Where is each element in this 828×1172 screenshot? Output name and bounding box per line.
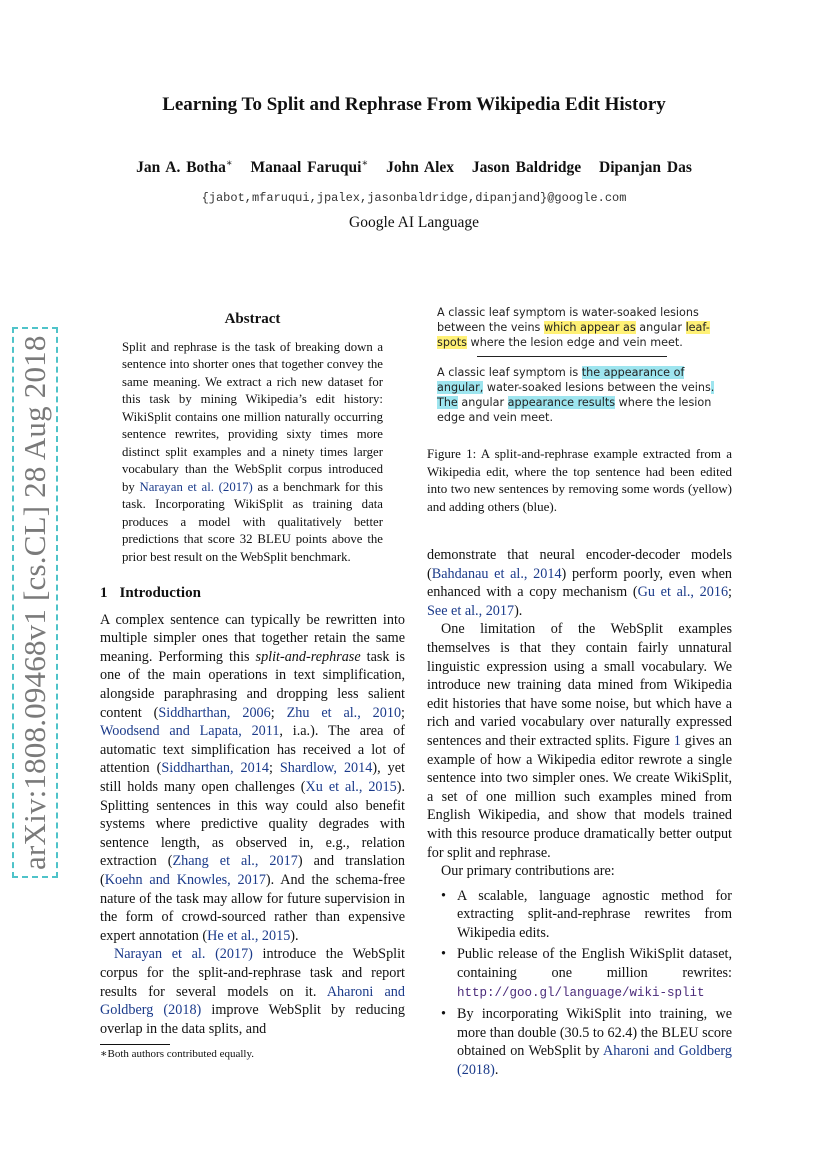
intro-paragraph-2: Narayan et al. (2017) introduce the WebSplit corpus for the split-and-rephrase task and report results for several models on it. Aharoni and Goldberg (2018) improve WebSplit by reducing overlap in the data splits, and	[100, 946, 405, 1037]
author-list	[0, 158, 828, 177]
footnote: ∗Both authors contributed equally.	[100, 1048, 255, 1061]
author-name: Dipanjan Das	[599, 159, 692, 177]
contributions-list	[427, 887, 732, 1080]
citation-link[interactable]: Aharoni and Goldberg (2018)	[100, 983, 405, 1019]
author-name: Jan A. Botha∗	[136, 158, 233, 177]
citation-link[interactable]: Narayan et al. (2017)	[114, 946, 253, 963]
citation-link[interactable]: Zhang et al., 2017	[172, 853, 298, 870]
removed-words-highlight: which appear as	[543, 321, 636, 334]
added-words-highlight: appearance results	[507, 396, 616, 409]
removed-words-highlight: leaf-spots	[437, 321, 710, 349]
figure-divider	[477, 356, 667, 357]
section-heading-introduction: 1 Introduction	[100, 585, 201, 602]
author-name: Jason Baldridge	[471, 159, 582, 177]
citation-link[interactable]: Siddharthan, 2014	[161, 760, 269, 777]
footnote-divider	[100, 1044, 170, 1045]
body-paragraph: One limitation of the WebSplit examples themselves is that they contain fairly unnatural linguistic expression using a small vocabulary. We introduce new training data mined from Wikipedia edit histories that have some noise, but which have a rich and varied vocabulary over naturally expressed sentences and their extracted splits. Figure 1 gives an example of how a Wikipedia editor rewrote a single sentence into two simpler ones. We create WikiSplit, a set of one million such examples mined from English Wikipedia, and show that models trained with this resource produce dramatically better output for split and rephrase.	[427, 621, 732, 861]
arxiv-side-label: arXiv:1808.09468v1 [cs.CL] 28 Aug 2018	[12, 327, 58, 878]
added-words-highlight: . The	[437, 381, 715, 409]
figure-reference-link[interactable]: 1	[673, 732, 681, 749]
author-name: John Alex	[386, 159, 455, 177]
citation-link[interactable]: Siddharthan, 2006	[158, 704, 271, 721]
intro-paragraph-1: A complex sentence can typically be rewritten into multiple simpler ones that together retain the same meaning. Performing this split-and-rephrase task is one of the main operations in text simplification, alongside paraphrasing and dropping less salient content (Siddharthan, 2006; Zhu et al., 2010; Woodsend and Lapata, 2011, i.a.). The area of automatic text simplification has received a lot of attention (Siddharthan, 2014; Shardlow, 2014), yet still holds many open challenges (Xu et al., 2015). Splitting sentences in this way could also benefit systems where predictive quality degrades with sentence length, as observed in, e.g., relation extraction (Zhang et al., 2017) and translation (Koehn and Knowles, 2017). And the schema-free nature of the task may allow for future supervision in the form of crowd-sourced rather than expensive expert annotation (He et al., 2015).	[100, 611, 406, 944]
citation-link[interactable]: Zhu et al., 2010	[286, 704, 402, 721]
paper-title: Learning To Split and Rephrase From Wikipedia Edit History	[162, 94, 666, 115]
added-words-highlight: the appearance of angular,	[437, 366, 685, 394]
right-body	[427, 546, 732, 1080]
figure-original-sentence: A classic leaf symptom is water-soaked lesions between the veins which appear as angular leaf-spots where the lesion edge and vein meet.	[437, 306, 710, 349]
left-column	[100, 310, 405, 1061]
list-item: • Public release of the English WikiSplit dataset, containing one million rewrites: http://goo.gl/language/wiki-split	[457, 945, 732, 1002]
figure-caption: Figure 1: A split-and-rephrase example extracted from a Wikipedia edit, where the top sentence had been edited into two new sentences by removing some words (yellow) and adding others (blue).	[427, 446, 732, 514]
list-item: • By incorporating WikiSplit into training, we more than double (30.5 to 62.4) the BLEU score obtained on WebSplit by Aharoni and Goldberg (2018).	[457, 1005, 732, 1079]
citation-link[interactable]: Gu et al., 2016	[637, 584, 729, 601]
citation-link[interactable]: Xu et al., 2015	[305, 779, 397, 796]
right-column	[427, 305, 732, 1083]
citation-link[interactable]: Aharoni and Goldberg (2018)	[457, 1043, 732, 1079]
citation-link[interactable]: He et al., 2015	[207, 927, 291, 944]
body-paragraph: demonstrate that neural encoder-decoder models (Bahdanau et al., 2014) perform poorly, even when enhanced with a copy mechanism (Gu et al., 2016; See et al., 2017).	[427, 547, 732, 619]
citation-link[interactable]: Woodsend and Lapata, 2011	[100, 723, 280, 740]
citation-link[interactable]: Shardlow, 2014	[279, 760, 373, 777]
list-item: • A scalable, language agnostic method for extracting split-and-rephrase rewrites from Wikipedia edits.	[457, 887, 732, 943]
figure-rewritten-sentence: A classic leaf symptom is the appearance of angular, water-soaked lesions between the veins. The angular appearance results where the lesion edge and vein meet.	[437, 366, 715, 424]
author-emails: {jabot,mfaruqui,jpalex,jasonbaldridge,dipanjand}@google.com	[201, 191, 627, 205]
abstract-heading: Abstract	[224, 311, 281, 327]
citation-link[interactable]: See et al., 2017	[427, 602, 515, 619]
figure-1	[437, 305, 722, 425]
citation-link[interactable]: Koehn and Knowles, 2017	[104, 872, 266, 888]
dataset-url-link[interactable]: http://goo.gl/language/wiki-split	[457, 985, 705, 1000]
abstract-text: Split and rephrase is the task of breaking down a sentence into shorter ones that together convey the same meaning. We extract a rich new dataset for this task by mining Wikipedia’s edit history: WikiSplit contains one million naturally occurring sentence rewrites, providing sixty times more distinct split examples and a ninety times larger vocabulary than the WebSplit corpus introduced by Narayan et al. (2017) as a benchmark for this task. Incorporating WikiSplit as training data produces a model with qualitatively better predictions that score 32 BLEU points above the prior best result on the WebSplit benchmark.	[122, 339, 383, 564]
contributions-intro: Our primary contributions are:	[441, 863, 615, 880]
author-name: Manaal Faruqui∗	[250, 158, 369, 177]
citation-link[interactable]: Bahdanau et al., 2014	[431, 565, 562, 582]
affiliation: Google AI Language	[349, 214, 479, 231]
citation-link[interactable]: Narayan et al. (2017)	[139, 479, 253, 494]
